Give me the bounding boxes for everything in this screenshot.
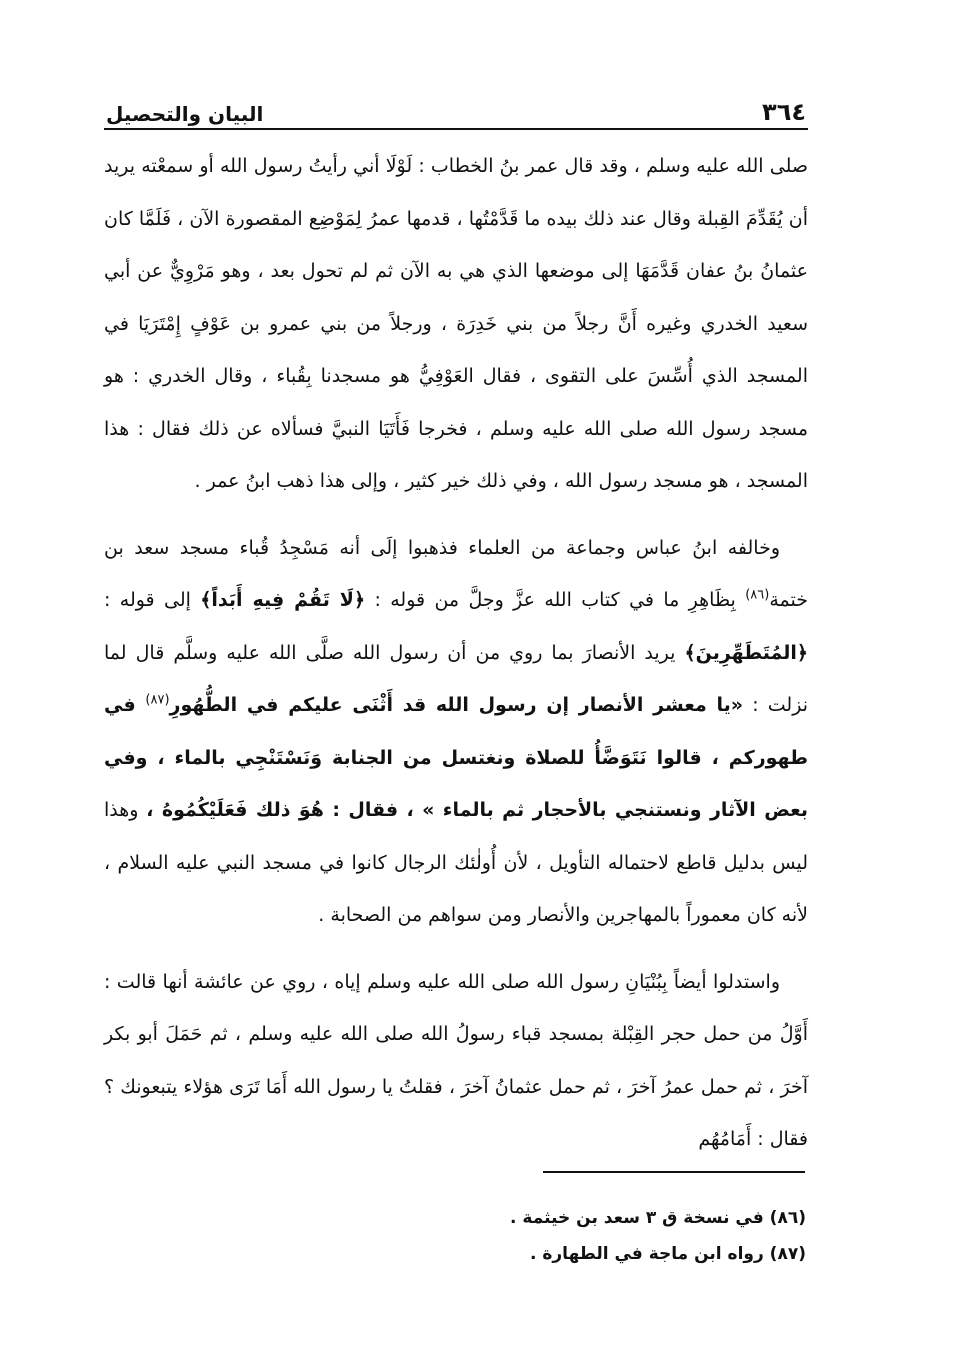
- paragraph: [104, 140, 808, 508]
- text-run: صلى الله عليه وسلم ، وقد قال عمر بنُ الخطاب : لَوْلَا أني رأيتُ رسول الله أو سمعْته يريد أن يُقَدِّمَ القِبلة وقال عند ذلك بيده ما قَدَّمْتُها ، قدمها عمرُ لِمَوْضِع المقصورة الآن ، فَلَمَّا كان عثمانُ بنُ عفان قَدَّمَهَا إلى موضعها الذي هي به الآن ثم لم تحول بعد ، وهو مَرْوِيٌّ عن أبي سعيد الخدري وغيره أَنَّ رجلاً من بني خَدِرَة ، ورجلاً من بني عمرو بن عَوْفٍ إِمْتَرَيَا في المسجد الذي أُسِّسَ على التقوى ، فقال العَوْفِيُّ هو مسجدنا بِقُباء ، وقال الخدري : هو مسجد رسول الله صلى الله عليه وسلم ، فخرجا فَأَتَيَا النبيَّ فسألاه عن ذلك فقال : هذا المسجد ، هو مسجد رسول الله ، وفي ذلك خير كثير ، وإلى هذا ذهب ابنُ عمر .: [104, 155, 808, 492]
- text-run: يريد الأنصارَ بما روي من أن رسول الله صلَّى الله عليه وسلَّم قال لما نزلت :: [104, 641, 808, 716]
- running-title: البيان والتحصيل: [106, 102, 264, 126]
- footnotes: [104, 1200, 806, 1272]
- header-rule: [104, 128, 808, 130]
- emphasized-text: في طهوركم ، قالوا نَتَوَضَّأُ للصلاة ونغتسل من الجنابة وَنَسْتَنْجِي بالماء ، وفي بعض الآثار ونستنجي بالأحجار ثم بالماء » ، فقال : هُوَ ذلك فَعَلَيْكُمُوهُ ،: [104, 694, 808, 821]
- emphasized-text: «يا معشر الأنصار إن رسول الله قد أَثْنَى عليكم في الطُّهُورِ: [169, 694, 744, 716]
- text-run: وخالفه ابنُ عباس وجماعة من العلماء فذهبوا إلَى أنه مَسْجِدُ قُباء مسجد سعد بن ختمة: [104, 536, 808, 611]
- page-number: ٣٦٤: [762, 98, 806, 126]
- text-run: واستدلوا أيضاً بِبُنْيَانِ رسول الله صلى الله عليه وسلم إياه ، روي عن عائشة أنها قالت : أَوَّلُ من حمل حجر القِبْلة بمسجد قباء رسولُ الله صلى الله عليه وسلم ، ثم حَمَلَ أبو بكر آخرَ ، ثم حمل عمرُ آخرَ ، ثم حمل عثمانُ آخرَ ، فقلتُ يا رسول الله أَمَا تَرَى هؤلاء يتبعونك ؟ فقال : أَمَامُهُم: [104, 970, 808, 1150]
- footnote-reference: (٨٦): [745, 587, 770, 603]
- text-run: وهذا ليس بدليل قاطع لاحتماله التأويل ، لأن أُولٰئك الرجال كانوا في مسجد النبي عليه السلام ، لأنه كان معموراً بالمهاجرين والأنصار ومن سواهم من الصحابة .: [104, 799, 808, 926]
- main-text: [104, 140, 808, 1166]
- text-run: بِظَاهِرِ ما في كتاب الله عزَّ وجلَّ من قوله :: [365, 589, 746, 611]
- footnote-rule: [543, 1171, 805, 1173]
- running-header: [106, 86, 806, 126]
- footnote: (٨٦) في نسخة ق ٣ سعد بن خيثمة .: [510, 1208, 806, 1228]
- emphasized-text: ﴿لَا تَقُمْ فِيهِ أَبَداً﴾: [200, 589, 366, 611]
- paragraph: [104, 522, 808, 942]
- footnote: (٨٧) رواه ابن ماجة في الطهارة .: [529, 1244, 806, 1264]
- emphasized-text: ﴿المُتَطَهِّرِينَ﴾: [684, 641, 808, 664]
- text-run: إلى قوله :: [104, 589, 201, 611]
- paragraph: [104, 956, 808, 1166]
- footnote-reference: (٨٧): [145, 692, 170, 708]
